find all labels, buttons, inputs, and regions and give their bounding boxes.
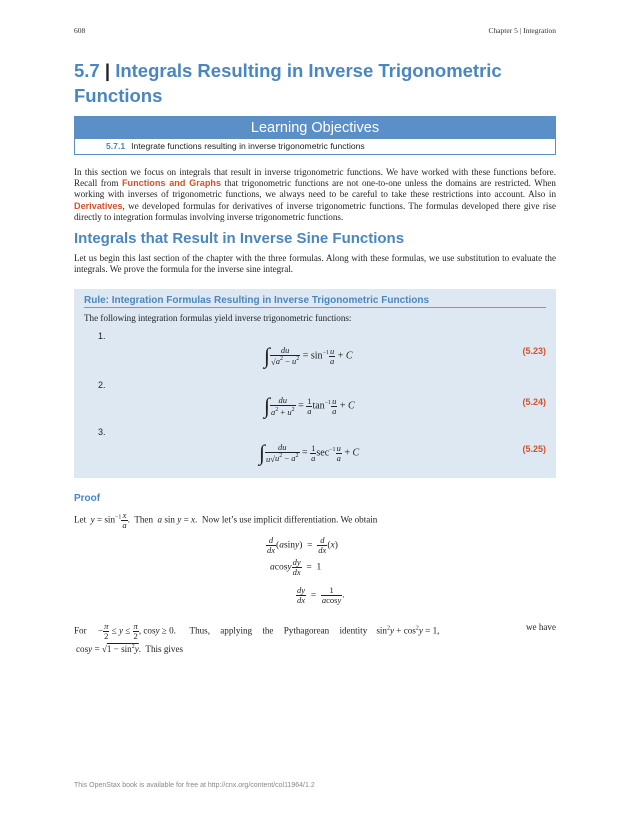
rule-title: Rule: Integration Formulas Resulting in Inverse Trigonometric Functions [84,295,546,308]
rule-item-number-1: 1. [98,331,106,341]
page-number: 608 [74,26,86,35]
equation-label-5-23: (5.23) [522,346,546,356]
equation-label-5-25: (5.25) [522,444,546,454]
section-separator: | [104,60,111,81]
section-title-text: Integrals Resulting in Inverse Trigonometric Functions [74,60,502,106]
rule-intro: The following integration formulas yield inverse trigonometric functions: [84,313,352,323]
proof-this-gives: This gives [145,644,184,655]
rule-item-number-3: 3. [98,427,106,437]
proof-we-have: we have [525,622,556,632]
link-functions-and-graphs[interactable]: Functions and Graphs [121,178,222,189]
proof-heading: Proof [74,493,101,504]
chapter-label: Chapter 5 | Integration [488,26,556,35]
formula-arcsec: ∫ $\frac{du}{u√u^2 - a^2}$ = $\frac{1}{a}$ $\sec^{-1}$ $\frac{u}{a}$ + C [259,440,360,465]
subsection-paragraph: Let us begin this last section of the chapter with the three formulas. Along with these formulas, we use substitution to evaluate the integrals. We prove the formula for the inverse sine integral. [74,253,556,275]
intro-paragraph [74,167,556,223]
proof-for: For [74,625,87,636]
proof-let: Let [74,514,87,525]
proof-implicit-text: Now let’s use implicit differentiation. We obtain [201,514,378,525]
intro-text-2: that trigonometric functions are not one-to-one unless the domains are restricted. When working with inverses of trigonometric functions, we always need to be careful to take these restrictions into account. Also in [74,178,556,200]
page-footer: This OpenStax book is available for free at http://cnx.org/content/col11964/1.2 [74,782,315,789]
link-derivatives[interactable]: Derivatives [74,200,123,211]
proof-line-2: For − $\frac{\pi}{2}$ ≤ y ≤ $\frac{\pi}{2}$ , cosy ≥ 0. Thus, applying the Pythagorean identity $\sin^2y + \cos^2y = 1$, we have [74,621,556,641]
intro-text-3: , we developed formulas for derivatives of inverse trigonometric functions. The formulas developed there give rise directly to integration formulas involving inverse trigonometric functions. [74,200,556,222]
rule-item-number-2: 2. [98,380,106,390]
objective-item [75,139,555,154]
section-number: 5.7 [74,60,100,81]
implicit-diff-block: $\frac{d}{dx}$ (asiny) = $\frac{d}{dx}$ (x) acosy $\frac{dy}{dx}$ = 1 $\frac{dy}{dx}$ = $\frac{1}{acosy}$ . [267,535,345,605]
equation-label-5-24: (5.24) [522,397,546,407]
formula-arctan: ∫ $\frac{du}{a^2 + u^2}$ = $\frac{1}{a}$ $\tan^{-1}$ $\frac{u}{a}$ + C [264,393,355,418]
proof-line-1: Let $y = \sin^{-1}$ $\frac{x}{a}$ . Then a sin y = x. Now let’s use implicit differentiation. We obtain [74,510,378,530]
objective-number: 5.7.1 [106,141,126,151]
proof-pythagorean-text: Thus, applying the Pythagorean identity [189,625,368,636]
learning-objectives-box [74,116,556,155]
formula-arcsin: ∫ $\frac{du}{√a^2 - u^2}$ = $\sin^{-1}$ $\frac{u}{a}$ + C [264,343,353,368]
learning-objectives-heading: Learning Objectives [75,117,555,139]
rule-box [74,289,556,478]
objective-text: Integrate functions resulting in inverse trigonometric functions [131,141,365,151]
intro-text-1: In this section we focus on integrals that result in inverse trigonometric functions. We have worked with these functions before. Recall from [74,167,556,189]
proof-then: Then [134,514,153,525]
proof-line-3: $\cos y = √1 - \sin^2y$. This gives [76,644,184,655]
section-title [74,58,556,108]
subsection-heading: Integrals that Result in Inverse Sine Functions [74,230,405,247]
